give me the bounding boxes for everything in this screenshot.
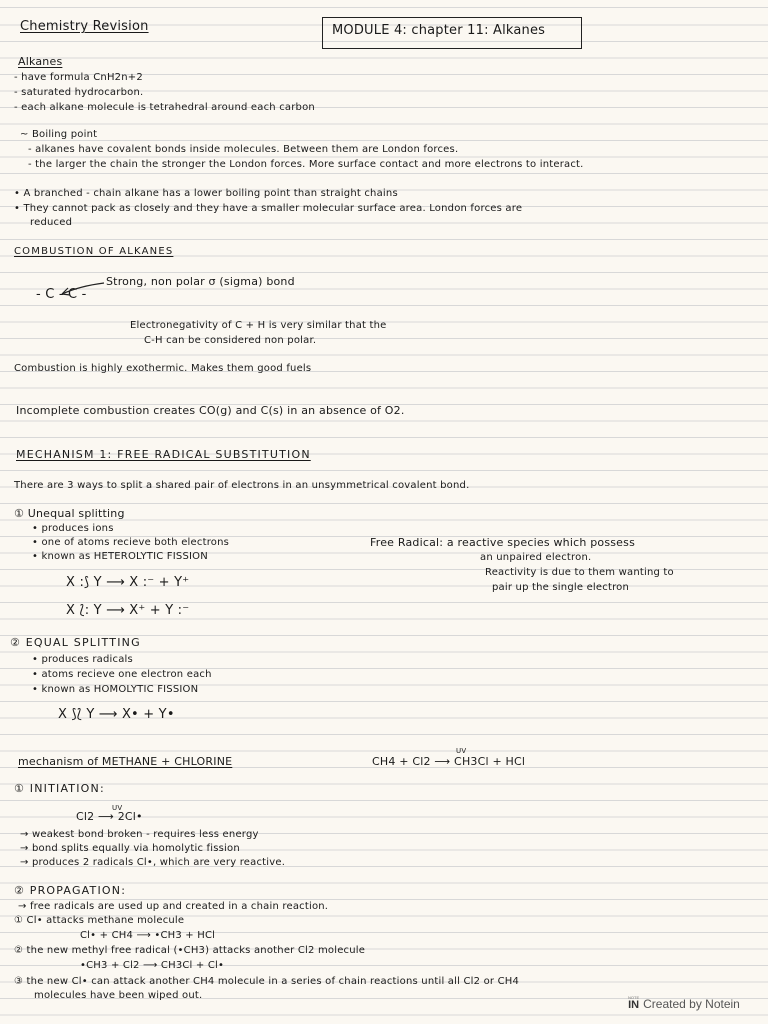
propagation-point-3: ② the new methyl free radical (•CH3) attacks another Cl2 molecule <box>14 945 366 956</box>
equal-point-2: • atoms recieve one electron each <box>32 669 212 680</box>
propagation-point-5: molecules have been wiped out. <box>34 990 203 1001</box>
branched-point-2: • They cannot pack as closely and they have a smaller molecular surface area. London forces are <box>14 203 523 214</box>
initiation-point-3: → produces 2 radicals Cl•, which are very reactive. <box>20 857 286 868</box>
notein-logo: NOTE IN <box>628 995 640 1011</box>
incomplete-combustion-note: Incomplete combustion creates CO(g) and C(s) in an absence of O2. <box>16 404 405 417</box>
mechanism-1-intro: There are 3 ways to split a shared pair of electrons in an unsymmetrical covalent bond. <box>14 480 470 491</box>
electronegativity-line-2: C-H can be considered non polar. <box>144 335 317 346</box>
module-title: MODULE 4: chapter 11: Alkanes <box>332 23 546 38</box>
propagation-heading: ② PROPAGATION: <box>14 884 127 897</box>
unequal-splitting-heading: ① Unequal splitting <box>14 507 125 520</box>
heterolytic-equation-2: X ⟅: Y ⟶ X⁺ + Y :⁻ <box>66 603 190 618</box>
exothermic-note: Combustion is highly exothermic. Makes them good fuels <box>14 363 312 374</box>
equal-splitting-heading: ② EQUAL SPLITTING <box>10 636 141 649</box>
propagation-point-2: ① Cl• attacks methane molecule <box>14 915 185 926</box>
boiling-point-2: - the larger the chain the stronger the London forces. More surface contact and more electrons to interact. <box>28 159 584 170</box>
initiation-uv-label: UV <box>112 804 123 812</box>
equal-point-1: • produces radicals <box>32 654 133 665</box>
free-radical-def-4: pair up the single electron <box>492 582 630 593</box>
boiling-point-heading: ~ Boiling point <box>20 129 98 140</box>
initiation-point-1: → weakest bond broken - requires less energy <box>20 829 259 840</box>
alkane-point-1: - have formula CnH2n+2 <box>14 72 143 83</box>
initiation-equation: Cl2 ⟶ 2Cl• <box>76 810 143 823</box>
alkane-point-3: - each alkane molecule is tetrahedral around each carbon <box>14 102 315 113</box>
created-by-text: Created by Notein <box>643 996 740 1011</box>
homolytic-equation: X ⟆⟅ Y ⟶ X• + Y• <box>58 707 175 722</box>
cc-bond-structure: - C - C - <box>36 287 87 302</box>
propagation-equation-1: Cl• + CH4 ⟶ •CH3 + HCl <box>80 930 216 941</box>
mechanism-1-heading: MECHANISM 1: FREE RADICAL SUBSTITUTION <box>16 448 311 461</box>
alkanes-heading: Alkanes <box>18 55 63 68</box>
initiation-point-2: → bond splits equally via homolytic fission <box>20 843 240 854</box>
unequal-point-2: • one of atoms recieve both electrons <box>32 537 230 548</box>
overall-equation: CH4 + Cl2 ⟶ CH3Cl + HCl <box>372 755 526 768</box>
electronegativity-line-1: Electronegativity of C + H is very similar that the <box>130 320 387 331</box>
branched-point-3: reduced <box>30 217 73 228</box>
free-radical-def-1: Free Radical: a reactive species which possess <box>370 536 636 549</box>
initiation-heading: ① INITIATION: <box>14 782 105 795</box>
methane-chlorine-heading: mechanism of METHANE + CHLORINE <box>18 755 233 768</box>
unequal-point-3: • known as HETEROLYTIC FISSION <box>32 551 208 562</box>
free-radical-def-3: Reactivity is due to them wanting to <box>485 567 674 578</box>
propagation-point-4: ③ the new Cl• can attack another CH4 molecule in a series of chain reactions until all Cl2 or CH4 <box>14 976 520 987</box>
boiling-point-1: - alkanes have covalent bonds inside molecules. Between them are London forces. <box>28 144 459 155</box>
branched-point-1: • A branched - chain alkane has a lower boiling point than straight chains <box>14 188 398 199</box>
page-title: Chemistry Revision <box>20 19 149 34</box>
overall-uv-label: UV <box>456 747 467 755</box>
alkane-point-2: - saturated hydrocarbon. <box>14 87 144 98</box>
propagation-equation-2: •CH3 + Cl2 ⟶ CH3Cl + Cl• <box>80 960 225 971</box>
unequal-point-1: • produces ions <box>32 523 114 534</box>
free-radical-def-2: an unpaired electron. <box>480 552 592 563</box>
heterolytic-equation-1: X :⟆ Y ⟶ X :⁻ + Y⁺ <box>66 575 190 590</box>
equal-point-3: • known as HOMOLYTIC FISSION <box>32 684 199 695</box>
sigma-bond-label: Strong, non polar σ (sigma) bond <box>106 275 295 288</box>
propagation-point-1: → free radicals are used up and created in a chain reaction. <box>18 901 329 912</box>
notein-footer <box>628 996 740 1011</box>
combustion-heading: COMBUSTION OF ALKANES <box>14 246 174 257</box>
